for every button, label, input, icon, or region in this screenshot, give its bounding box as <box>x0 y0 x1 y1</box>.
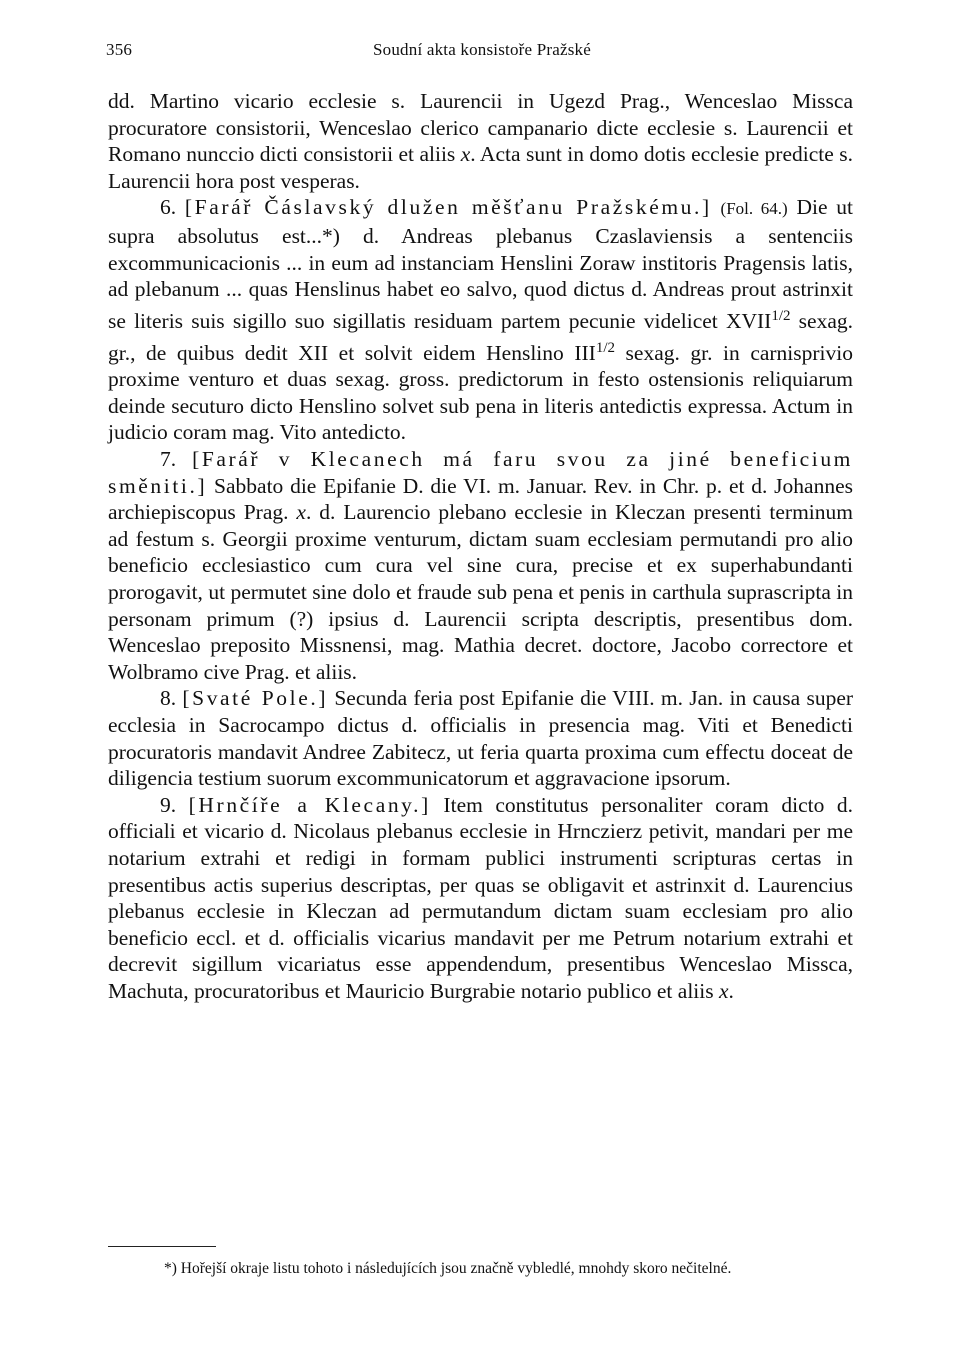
entry-text: Secunda feria post Epifanie die VIII. m. Jan. in causa super ecclesia in Sacrocampo dictus d. officialis in presencia mag. Viti et Benedicti procuratoris mandavit Andree Zabitecz, ut feria quarta proxima cum effectu doceat de diligencia testium suorum excommunicatorum et aggravacione ipsorum. <box>108 686 854 791</box>
entry-heading: [Svaté Pole.] <box>182 686 329 711</box>
entry-number: 7. <box>160 447 177 472</box>
fraction: 1/2 <box>771 307 791 324</box>
folio-reference: (Fol. 64.) <box>720 199 788 219</box>
paragraph-intro <box>108 88 853 194</box>
entry-8 <box>108 685 853 791</box>
page-number: 356 <box>106 40 133 59</box>
running-title: Soudní akta konsistoře Pražské <box>373 40 591 59</box>
entry-text: Sabbato die Epifanie D. die VI. m. Januar. Rev. in Chr. p. et d. Johannes archiepiscopus Prag. <box>108 473 853 525</box>
etc-symbol: x <box>296 500 306 525</box>
entry-number: 8. <box>160 686 177 711</box>
entry-text: sexag. gr. in carnisprivio proxime venturo et duas sexag. gross. predictorum in festo ostensionis reliquiarum deinde secuturo dicto Henslino solvet sub pena in literis antedictis expressa. Actum in judicio coram mag. Vito antedicto. <box>108 340 854 445</box>
entry-number: 6. <box>160 195 177 220</box>
entry-text: Die ut supra absolutus est...*) d. Andreas plebanus Czaslaviensis a sentenciis excommunicacionis ... in eum ad instanciam Henslini Zoraw institoris Pragensis latis, ad plebanum ... quas Henslinus habet eo salvo, quod dictus d. Andreas prout astrinxit se literis suis sigillo suo sigillatis residuam partem pecunie videlicet XVII <box>108 195 854 333</box>
entry-9 <box>108 792 853 1005</box>
entry-7 <box>108 446 853 685</box>
page-body <box>108 88 853 1005</box>
paragraph-text: dd. Martino vicario ecclesie s. Laurencii in Ugezd Prag., Wenceslao Missca procuratore consistorii, Wenceslao clerico campanario dicte ecclesie s. Laurencii et Romano nunccio dicti consistorii et aliis <box>108 89 853 167</box>
etc-symbol: x <box>460 142 471 167</box>
entry-heading: [Hrnčíře a Klecany.] <box>188 792 431 817</box>
entry-text: Item constitutus personaliter coram dicto d. officiali et vicario d. Nicolaus plebanus ecclesie in Hrnczierz petivit, mandari per me notarium extrahi et redigi in formam publici instrumenti scripturas certas in presentibus actis superius descriptas, per quas se obligavit et astrinxit d. Laurencius plebanus ecclesie in Kleczan ad permutandum dictam suam ecclesiam pro alio beneficio eccl. et d. officialis vicarius mandavit per me Petrum notarium extrahi et decrevit sigillum vicariatus esse appendendum, presentibus Wenceslao Missca, Machuta, procuratoribus et Mauricio Burgrabie notario publico et aliis <box>108 792 854 1003</box>
entry-number: 9. <box>160 792 177 817</box>
etc-symbol: x <box>719 978 729 1003</box>
entry-text: sexag. gr., de quibus dedit XII et solvit eidem Henslino III <box>108 308 854 365</box>
footnote-rule <box>108 1246 216 1247</box>
paragraph-text: . Acta sunt in domo dotis ecclesie predicte s. Laurencii hora post vesperas. <box>108 142 853 193</box>
entry-text: . d. Laurencio plebano ecclesie in Kleczan presenti terminum ad festum s. Georgii proxime venturum, dictam suam ecclesiam permutandi pro alio beneficio ecclesiastico cum cura vel sine cura, precise et ex superhabundanti prorogavit, ut permutet sine dolo et fraude sub pena et penis in carthula suprascripta in personam primum (?) ipsius d. Laurencii scripta descriptis, presentibus dom. Wenceslao preposito Missnensi, mag. Mathia decret. doctore, Jacobo correctore et Wolbramo cive Prag. et aliis. <box>108 500 853 684</box>
entry-heading: [Farář Čáslavský dlužen měšťanu Pražskému.] <box>184 195 712 220</box>
fraction: 1/2 <box>595 339 615 356</box>
entry-heading: [Farář v Klecanech má faru svou za jiné beneficium směniti.] <box>108 447 854 498</box>
footnote: *) Hořejší okraje listu tohoto i následujících jsou značně vybledlé, mnohdy skoro nečitelné. <box>164 1260 732 1277</box>
entry-text: . <box>728 978 734 1003</box>
entry-6 <box>108 194 853 446</box>
page-header <box>106 40 858 64</box>
